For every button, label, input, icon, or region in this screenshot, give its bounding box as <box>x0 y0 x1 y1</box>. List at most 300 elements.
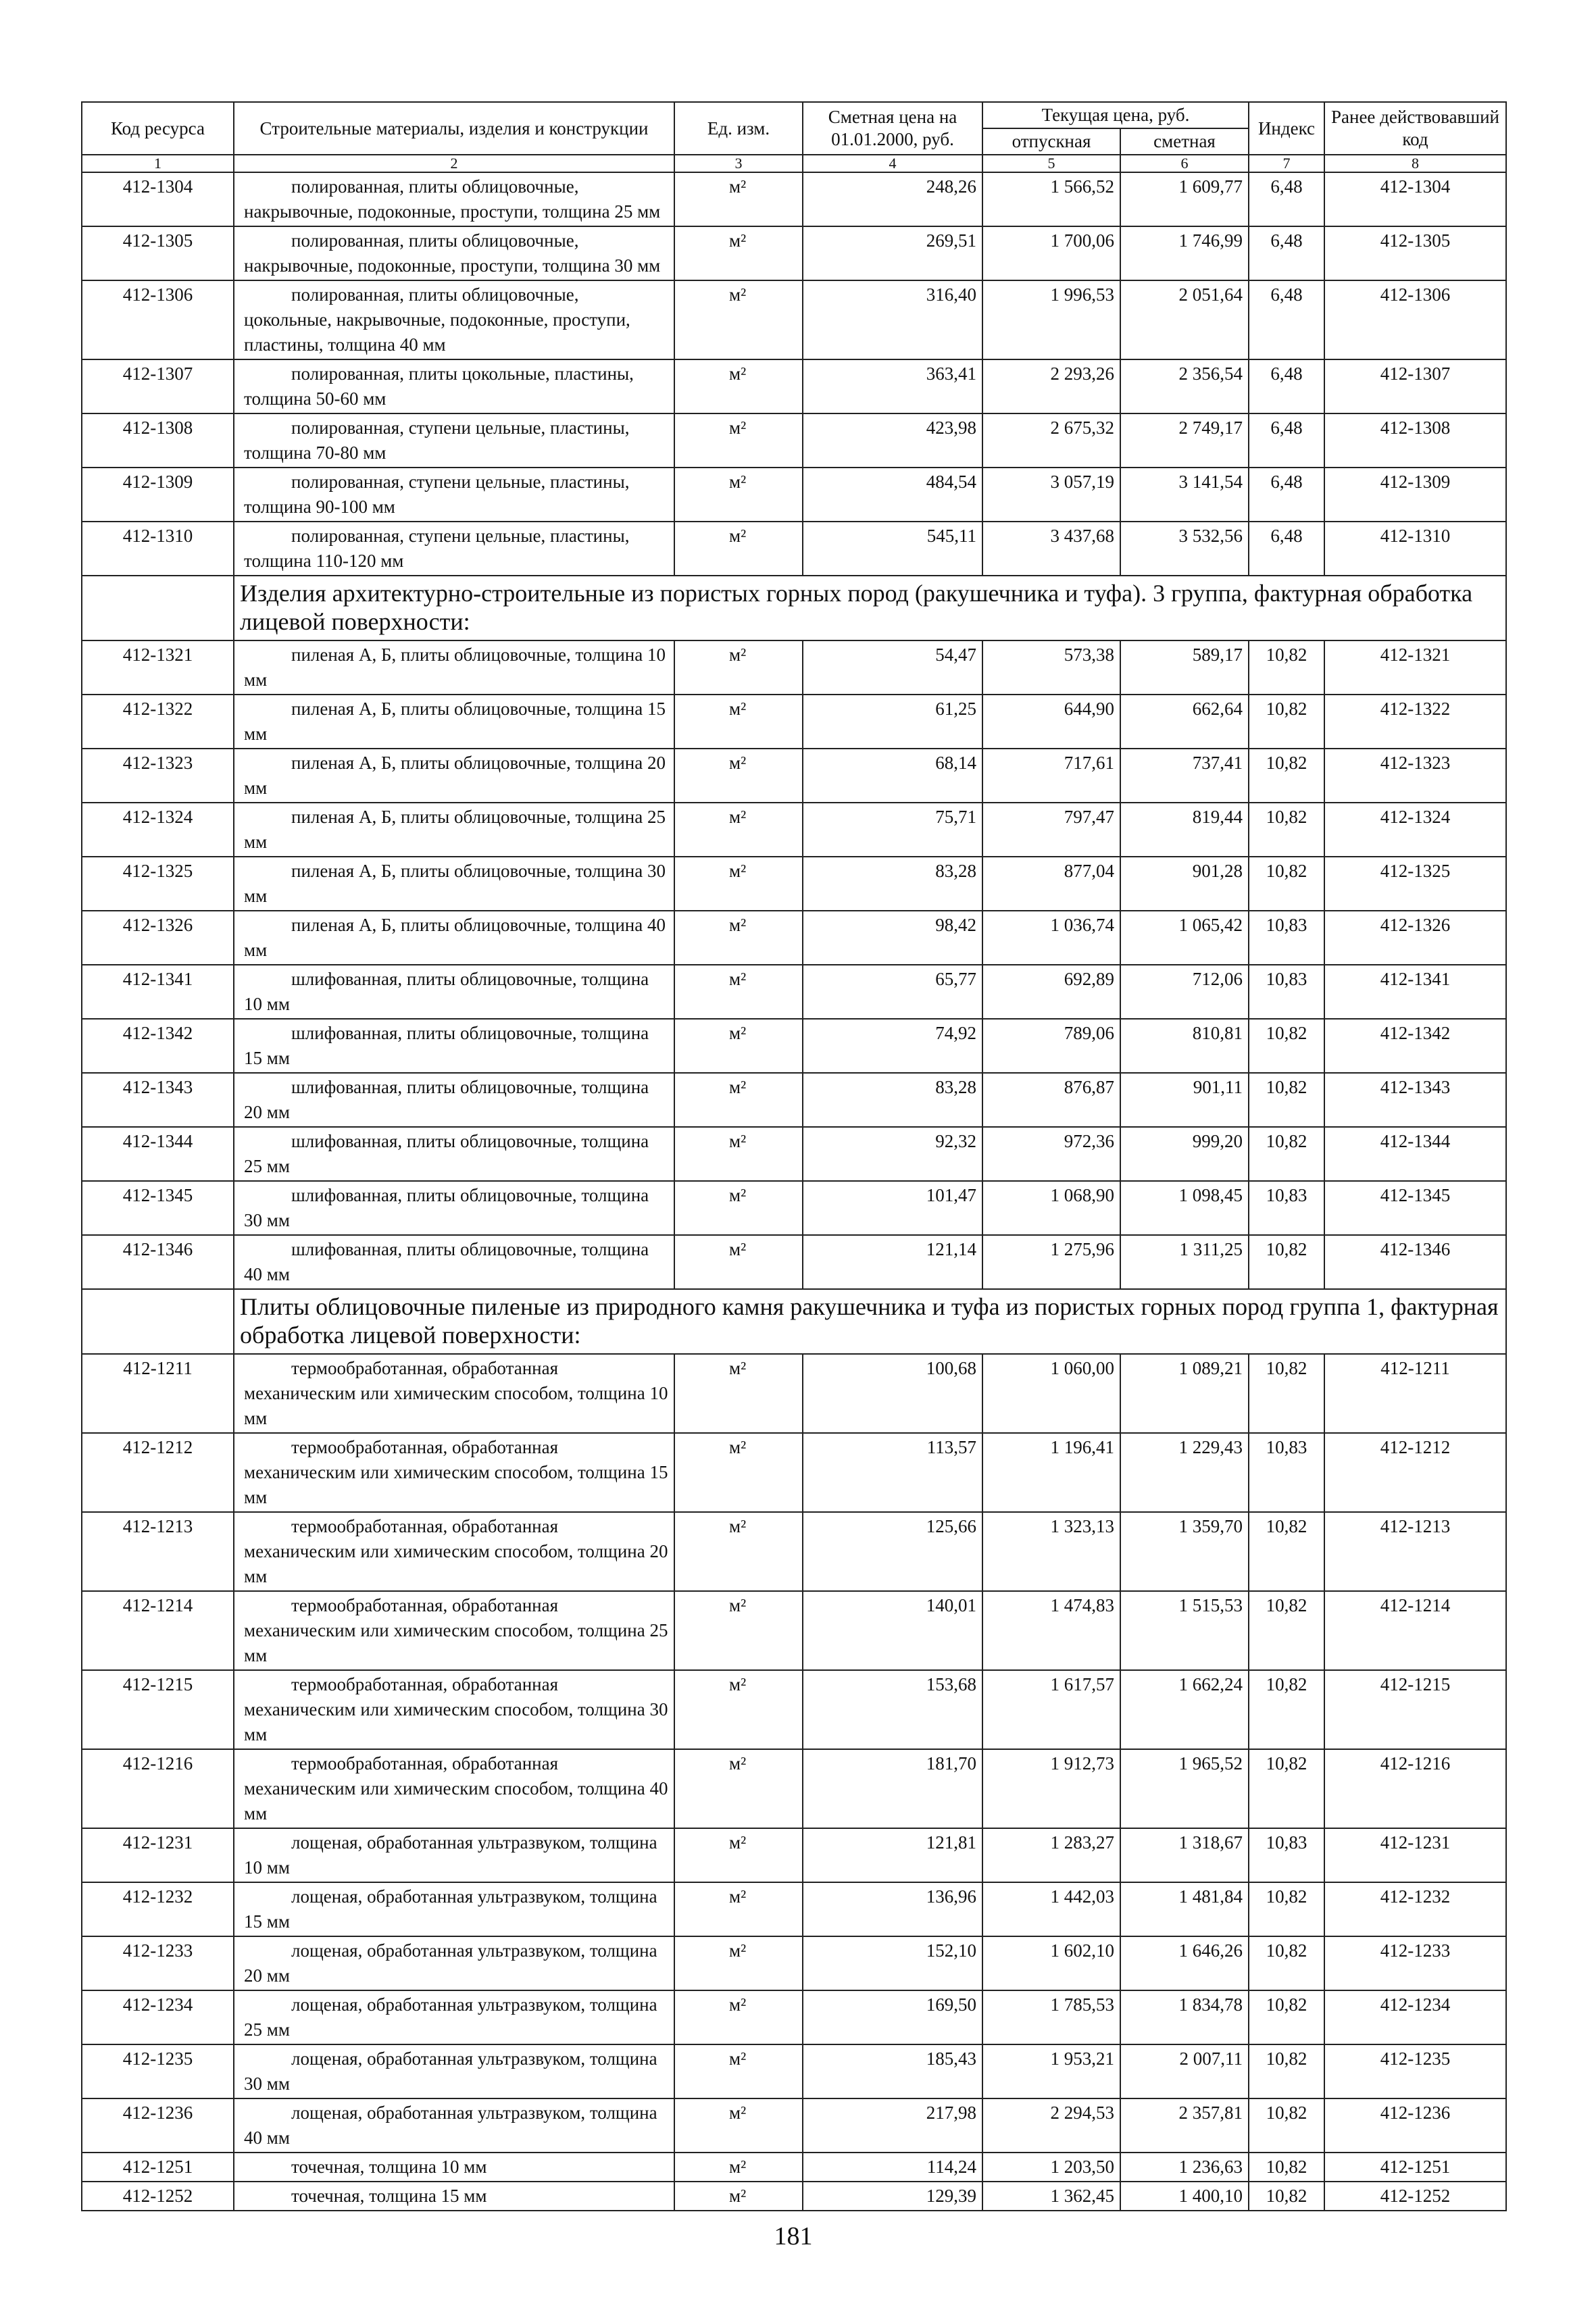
previous-code: 412-1232 <box>1324 1882 1506 1936</box>
description-text: термообработанная, обработанная механическим или химическим способом, толщина 25 мм <box>244 1595 668 1665</box>
resource-code: 412-1341 <box>82 965 234 1019</box>
release-price: 1 996,53 <box>982 280 1120 359</box>
estimate-price-2000: 100,68 <box>803 1354 982 1433</box>
estimate-price-2000: 129,39 <box>803 2182 982 2211</box>
description-text: полированная, плиты облицовочные, цокольные, накрывочные, подоконные, проступи, пластины, толщина 40 мм <box>244 284 630 355</box>
release-price: 1 323,13 <box>982 1512 1120 1591</box>
unit-of-measure: м² <box>674 1749 803 1828</box>
material-description <box>234 1073 674 1127</box>
description-text: лощеная, обработанная ультразвуком, толщина 20 мм <box>244 1940 657 1986</box>
material-description <box>234 2182 674 2211</box>
estimate-price-2000: 363,41 <box>803 359 982 413</box>
estimate-price-2000: 269,51 <box>803 226 982 280</box>
description-text: лощеная, обработанная ультразвуком, толщина 25 мм <box>244 1994 657 2040</box>
document-page <box>81 101 1505 2250</box>
resource-code: 412-1304 <box>82 172 234 226</box>
description-text: пиленая А, Б, плиты облицовочные, толщина 25 мм <box>244 807 666 852</box>
material-description <box>234 1354 674 1433</box>
unit-of-measure: м² <box>674 2153 803 2182</box>
estimate-price-current: 1 311,25 <box>1120 1235 1249 1289</box>
release-price: 1 442,03 <box>982 1882 1120 1936</box>
description-text: шлифованная, плиты облицовочные, толщина 40 мм <box>244 1239 649 1284</box>
estimate-price-current: 1 318,67 <box>1120 1828 1249 1882</box>
table-header <box>82 102 1506 172</box>
resource-code: 412-1308 <box>82 413 234 468</box>
resource-code: 412-1306 <box>82 280 234 359</box>
unit-of-measure: м² <box>674 695 803 749</box>
resource-code: 412-1310 <box>82 522 234 576</box>
description-text: лощеная, обработанная ультразвуком, толщина 10 мм <box>244 1832 657 1878</box>
estimate-price-current: 819,44 <box>1120 803 1249 857</box>
previous-code: 412-1344 <box>1324 1127 1506 1181</box>
previous-code: 412-1215 <box>1324 1670 1506 1749</box>
table-row <box>82 2098 1506 2153</box>
release-price: 1 283,27 <box>982 1828 1120 1882</box>
material-description <box>234 1433 674 1512</box>
table-body <box>82 172 1506 2211</box>
price-index: 10,82 <box>1249 1591 1324 1670</box>
description-text: пиленая А, Б, плиты облицовочные, толщина 15 мм <box>244 699 666 744</box>
material-description <box>234 695 674 749</box>
description-text: полированная, ступени цельные, пластины, толщина 90-100 мм <box>244 472 630 517</box>
material-description <box>234 1512 674 1591</box>
price-index: 10,82 <box>1249 2182 1324 2211</box>
estimate-price-current: 2 357,81 <box>1120 2098 1249 2153</box>
resource-code: 412-1235 <box>82 2044 234 2098</box>
price-index: 6,48 <box>1249 226 1324 280</box>
release-price: 1 617,57 <box>982 1670 1120 1749</box>
estimate-price-2000: 153,68 <box>803 1670 982 1749</box>
description-text: точечная, толщина 10 мм <box>291 2157 487 2177</box>
previous-code: 412-1323 <box>1324 749 1506 803</box>
estimate-price-current: 1 098,45 <box>1120 1181 1249 1235</box>
estimate-price-current: 1 746,99 <box>1120 226 1249 280</box>
unit-of-measure: м² <box>674 1936 803 1990</box>
price-index: 10,82 <box>1249 2153 1324 2182</box>
material-description <box>234 1670 674 1749</box>
resource-code: 412-1344 <box>82 1127 234 1181</box>
price-index: 10,82 <box>1249 1354 1324 1433</box>
table-row <box>82 640 1506 695</box>
resource-code: 412-1212 <box>82 1433 234 1512</box>
resource-code: 412-1324 <box>82 803 234 857</box>
estimate-price-2000: 248,26 <box>803 172 982 226</box>
material-description <box>234 911 674 965</box>
unit-of-measure: м² <box>674 280 803 359</box>
release-price: 1 602,10 <box>982 1936 1120 1990</box>
table-row <box>82 1019 1506 1073</box>
price-index: 6,48 <box>1249 522 1324 576</box>
estimate-price-current: 1 609,77 <box>1120 172 1249 226</box>
price-index: 10,83 <box>1249 965 1324 1019</box>
table-row <box>82 1749 1506 1828</box>
estimate-price-current: 810,81 <box>1120 1019 1249 1073</box>
previous-code: 412-1304 <box>1324 172 1506 226</box>
release-price: 877,04 <box>982 857 1120 911</box>
resource-code: 412-1252 <box>82 2182 234 2211</box>
price-index: 10,82 <box>1249 1019 1324 1073</box>
material-description <box>234 1019 674 1073</box>
table-row <box>82 1073 1506 1127</box>
release-price: 644,90 <box>982 695 1120 749</box>
resource-code: 412-1231 <box>82 1828 234 1882</box>
header-current: Текущая цена, руб. <box>982 102 1249 128</box>
header-smeta: сметная <box>1120 128 1249 155</box>
unit-of-measure: м² <box>674 413 803 468</box>
table-row <box>82 1882 1506 1936</box>
material-description <box>234 468 674 522</box>
table-row <box>82 1828 1506 1882</box>
material-description <box>234 1936 674 1990</box>
material-description <box>234 640 674 695</box>
estimate-price-2000: 61,25 <box>803 695 982 749</box>
header-estimate: Сметная цена на 01.01.2000, руб. <box>803 102 982 155</box>
estimate-price-current: 1 646,26 <box>1120 1936 1249 1990</box>
estimate-price-2000: 484,54 <box>803 468 982 522</box>
table-row <box>82 695 1506 749</box>
release-price: 972,36 <box>982 1127 1120 1181</box>
table-row <box>82 413 1506 468</box>
price-index: 10,83 <box>1249 1181 1324 1235</box>
price-index: 10,82 <box>1249 1749 1324 1828</box>
previous-code: 412-1214 <box>1324 1591 1506 1670</box>
column-number: 6 <box>1120 155 1249 172</box>
release-price: 2 294,53 <box>982 2098 1120 2153</box>
estimate-price-current: 901,11 <box>1120 1073 1249 1127</box>
previous-code: 412-1251 <box>1324 2153 1506 2182</box>
estimate-price-current: 1 236,63 <box>1120 2153 1249 2182</box>
estimate-price-2000: 423,98 <box>803 413 982 468</box>
price-index: 10,82 <box>1249 1512 1324 1591</box>
estimate-price-2000: 121,81 <box>803 1828 982 1882</box>
release-price: 3 437,68 <box>982 522 1120 576</box>
estimate-price-2000: 74,92 <box>803 1019 982 1073</box>
estimate-price-2000: 92,32 <box>803 1127 982 1181</box>
resource-code: 412-1213 <box>82 1512 234 1591</box>
material-description <box>234 965 674 1019</box>
price-index: 6,48 <box>1249 280 1324 359</box>
table-row <box>82 857 1506 911</box>
description-text: шлифованная, плиты облицовочные, толщина 25 мм <box>244 1131 649 1176</box>
description-text: шлифованная, плиты облицовочные, толщина 10 мм <box>244 969 649 1014</box>
previous-code: 412-1310 <box>1324 522 1506 576</box>
material-description <box>234 1127 674 1181</box>
page-number: 181 <box>774 2222 813 2250</box>
table-row <box>82 1670 1506 1749</box>
previous-code: 412-1307 <box>1324 359 1506 413</box>
table-row <box>82 803 1506 857</box>
table-row <box>82 749 1506 803</box>
unit-of-measure: м² <box>674 749 803 803</box>
estimate-price-2000: 65,77 <box>803 965 982 1019</box>
description-text: термообработанная, обработанная механическим или химическим способом, толщина 10 мм <box>244 1358 668 1428</box>
material-description <box>234 1591 674 1670</box>
previous-code: 412-1324 <box>1324 803 1506 857</box>
unit-of-measure: м² <box>674 2098 803 2153</box>
estimate-price-2000: 185,43 <box>803 2044 982 2098</box>
previous-code: 412-1305 <box>1324 226 1506 280</box>
price-index: 10,82 <box>1249 2044 1324 2098</box>
estimate-price-2000: 121,14 <box>803 1235 982 1289</box>
previous-code: 412-1321 <box>1324 640 1506 695</box>
estimate-price-2000: 140,01 <box>803 1591 982 1670</box>
estimate-price-current: 1 662,24 <box>1120 1670 1249 1749</box>
unit-of-measure: м² <box>674 803 803 857</box>
price-index: 10,82 <box>1249 1235 1324 1289</box>
material-description <box>234 413 674 468</box>
material-description <box>234 2044 674 2098</box>
estimate-price-2000: 75,71 <box>803 803 982 857</box>
previous-code: 412-1216 <box>1324 1749 1506 1828</box>
column-number: 3 <box>674 155 803 172</box>
estimate-price-current: 3 532,56 <box>1120 522 1249 576</box>
price-index: 10,82 <box>1249 640 1324 695</box>
estimate-price-current: 999,20 <box>1120 1127 1249 1181</box>
description-text: пиленая А, Б, плиты облицовочные, толщина 20 мм <box>244 753 666 798</box>
resource-code: 412-1305 <box>82 226 234 280</box>
material-description <box>234 172 674 226</box>
estimate-price-2000: 98,42 <box>803 911 982 965</box>
table-row <box>82 1127 1506 1181</box>
resource-code: 412-1215 <box>82 1670 234 1749</box>
resource-code: 412-1233 <box>82 1936 234 1990</box>
estimate-price-current: 712,06 <box>1120 965 1249 1019</box>
section-heading: Плиты облицовочные пиленые из природного камня ракушечника и туфа из пористых горных пород группа 1, фактурная обработка лицевой поверхности: <box>234 1289 1506 1354</box>
resource-code: 412-1251 <box>82 2153 234 2182</box>
header-unit: Ед. изм. <box>674 102 803 155</box>
table-row <box>82 280 1506 359</box>
material-description <box>234 749 674 803</box>
price-index: 10,83 <box>1249 1828 1324 1882</box>
resource-code: 412-1321 <box>82 640 234 695</box>
header-materials: Строительные материалы, изделия и конструкции <box>234 102 674 155</box>
estimate-price-2000: 113,57 <box>803 1433 982 1512</box>
price-index: 10,82 <box>1249 1073 1324 1127</box>
description-text: лощеная, обработанная ультразвуком, толщина 30 мм <box>244 2048 657 2094</box>
table-row <box>82 2153 1506 2182</box>
description-text: шлифованная, плиты облицовочные, толщина 30 мм <box>244 1185 649 1230</box>
unit-of-measure: м² <box>674 857 803 911</box>
unit-of-measure: м² <box>674 1019 803 1073</box>
estimate-price-2000: 316,40 <box>803 280 982 359</box>
price-index: 10,82 <box>1249 857 1324 911</box>
description-text: лощеная, обработанная ультразвуком, толщина 40 мм <box>244 2103 657 2148</box>
release-price: 876,87 <box>982 1073 1120 1127</box>
unit-of-measure: м² <box>674 1235 803 1289</box>
column-number: 2 <box>234 155 674 172</box>
table-row <box>82 1181 1506 1235</box>
resource-code: 412-1325 <box>82 857 234 911</box>
unit-of-measure: м² <box>674 1882 803 1936</box>
previous-code: 412-1233 <box>1324 1936 1506 1990</box>
previous-code: 412-1341 <box>1324 965 1506 1019</box>
estimate-price-2000: 83,28 <box>803 1073 982 1127</box>
description-text: термообработанная, обработанная механическим или химическим способом, толщина 20 мм <box>244 1516 668 1586</box>
description-text: полированная, ступени цельные, пластины, толщина 70-80 мм <box>244 418 630 463</box>
price-index: 10,82 <box>1249 2098 1324 2153</box>
estimate-price-current: 2 051,64 <box>1120 280 1249 359</box>
release-price: 797,47 <box>982 803 1120 857</box>
estimate-price-current: 589,17 <box>1120 640 1249 695</box>
unit-of-measure: м² <box>674 640 803 695</box>
price-index: 10,82 <box>1249 695 1324 749</box>
unit-of-measure: м² <box>674 1990 803 2044</box>
column-numbers-row <box>82 155 1506 172</box>
unit-of-measure: м² <box>674 1354 803 1433</box>
price-index: 10,82 <box>1249 1882 1324 1936</box>
unit-of-measure: м² <box>674 522 803 576</box>
description-text: термообработанная, обработанная механическим или химическим способом, толщина 40 мм <box>244 1753 668 1823</box>
estimate-price-current: 1 400,10 <box>1120 2182 1249 2211</box>
estimate-price-2000: 181,70 <box>803 1749 982 1828</box>
previous-code: 412-1343 <box>1324 1073 1506 1127</box>
material-description <box>234 2153 674 2182</box>
unit-of-measure: м² <box>674 1181 803 1235</box>
table-row <box>82 172 1506 226</box>
release-price: 573,38 <box>982 640 1120 695</box>
release-price: 2 675,32 <box>982 413 1120 468</box>
previous-code: 412-1326 <box>1324 911 1506 965</box>
estimate-price-current: 737,41 <box>1120 749 1249 803</box>
release-price: 1 785,53 <box>982 1990 1120 2044</box>
header-previous: Ранее действовавший код <box>1324 102 1506 155</box>
resource-code: 412-1346 <box>82 1235 234 1289</box>
estimate-price-2000: 136,96 <box>803 1882 982 1936</box>
estimate-price-current: 1 089,21 <box>1120 1354 1249 1433</box>
previous-code: 412-1234 <box>1324 1990 1506 2044</box>
unit-of-measure: м² <box>674 1073 803 1127</box>
release-price: 1 474,83 <box>982 1591 1120 1670</box>
resource-code: 412-1323 <box>82 749 234 803</box>
estimate-price-current: 2 749,17 <box>1120 413 1249 468</box>
release-price: 1 566,52 <box>982 172 1120 226</box>
column-number: 7 <box>1249 155 1324 172</box>
release-price: 1 362,45 <box>982 2182 1120 2211</box>
column-number: 5 <box>982 155 1120 172</box>
resource-code: 412-1216 <box>82 1749 234 1828</box>
description-text: полированная, ступени цельные, пластины, толщина 110-120 мм <box>244 526 630 571</box>
material-description <box>234 280 674 359</box>
section-empty-cell <box>82 576 234 640</box>
estimate-price-current: 662,64 <box>1120 695 1249 749</box>
estimate-price-current: 3 141,54 <box>1120 468 1249 522</box>
table-row <box>82 226 1506 280</box>
previous-code: 412-1322 <box>1324 695 1506 749</box>
estimate-price-2000: 114,24 <box>803 2153 982 2182</box>
table-row <box>82 965 1506 1019</box>
previous-code: 412-1212 <box>1324 1433 1506 1512</box>
unit-of-measure: м² <box>674 359 803 413</box>
column-number: 8 <box>1324 155 1506 172</box>
resource-code: 412-1326 <box>82 911 234 965</box>
material-description <box>234 522 674 576</box>
unit-of-measure: м² <box>674 468 803 522</box>
description-text: шлифованная, плиты облицовочные, толщина 15 мм <box>244 1023 649 1068</box>
unit-of-measure: м² <box>674 965 803 1019</box>
unit-of-measure: м² <box>674 1433 803 1512</box>
material-description <box>234 1235 674 1289</box>
description-text: точечная, толщина 15 мм <box>291 2186 487 2206</box>
release-price: 2 293,26 <box>982 359 1120 413</box>
estimate-price-2000: 169,50 <box>803 1990 982 2044</box>
previous-code: 412-1346 <box>1324 1235 1506 1289</box>
unit-of-measure: м² <box>674 172 803 226</box>
unit-of-measure: м² <box>674 1670 803 1749</box>
resource-code: 412-1232 <box>82 1882 234 1936</box>
description-text: лощеная, обработанная ультразвуком, толщина 15 мм <box>244 1886 657 1932</box>
description-text: полированная, плиты облицовочные, накрывочные, подоконные, проступи, толщина 30 мм <box>244 230 661 276</box>
table-row <box>82 522 1506 576</box>
material-description <box>234 1990 674 2044</box>
estimate-price-2000: 152,10 <box>803 1936 982 1990</box>
release-price: 3 057,19 <box>982 468 1120 522</box>
table-row <box>82 2182 1506 2211</box>
release-price: 1 036,74 <box>982 911 1120 965</box>
previous-code: 412-1235 <box>1324 2044 1506 2098</box>
section-empty-cell <box>82 1289 234 1354</box>
unit-of-measure: м² <box>674 2182 803 2211</box>
price-index: 6,48 <box>1249 468 1324 522</box>
material-description <box>234 1749 674 1828</box>
price-index: 6,48 <box>1249 172 1324 226</box>
price-index: 10,82 <box>1249 1990 1324 2044</box>
resource-code: 412-1307 <box>82 359 234 413</box>
resource-code: 412-1343 <box>82 1073 234 1127</box>
estimate-price-current: 1 229,43 <box>1120 1433 1249 1512</box>
previous-code: 412-1308 <box>1324 413 1506 468</box>
estimate-price-2000: 545,11 <box>803 522 982 576</box>
description-text: пиленая А, Б, плиты облицовочные, толщина 30 мм <box>244 861 666 906</box>
material-description <box>234 226 674 280</box>
estimate-price-current: 1 481,84 <box>1120 1882 1249 1936</box>
material-description <box>234 1828 674 1882</box>
material-description <box>234 803 674 857</box>
unit-of-measure: м² <box>674 1591 803 1670</box>
column-number: 4 <box>803 155 982 172</box>
table-row <box>82 911 1506 965</box>
release-price: 1 953,21 <box>982 2044 1120 2098</box>
unit-of-measure: м² <box>674 1828 803 1882</box>
material-description <box>234 2098 674 2153</box>
price-index: 10,82 <box>1249 749 1324 803</box>
section-heading-row <box>82 576 1506 640</box>
column-number: 1 <box>82 155 234 172</box>
description-text: шлифованная, плиты облицовочные, толщина 20 мм <box>244 1077 649 1122</box>
release-price: 789,06 <box>982 1019 1120 1073</box>
description-text: полированная, плиты цокольные, пластины, толщина 50-60 мм <box>244 363 634 409</box>
price-index: 6,48 <box>1249 359 1324 413</box>
header-code: Код ресурса <box>82 102 234 155</box>
release-price: 1 203,50 <box>982 2153 1120 2182</box>
material-description <box>234 857 674 911</box>
price-table <box>81 101 1507 2211</box>
previous-code: 412-1211 <box>1324 1354 1506 1433</box>
release-price: 717,61 <box>982 749 1120 803</box>
material-description <box>234 1882 674 1936</box>
estimate-price-2000: 217,98 <box>803 2098 982 2153</box>
estimate-price-current: 901,28 <box>1120 857 1249 911</box>
estimate-price-current: 1 065,42 <box>1120 911 1249 965</box>
release-price: 1 700,06 <box>982 226 1120 280</box>
table-row <box>82 1990 1506 2044</box>
table-row <box>82 1354 1506 1433</box>
table-row <box>82 1235 1506 1289</box>
release-price: 1 275,96 <box>982 1235 1120 1289</box>
resource-code: 412-1322 <box>82 695 234 749</box>
price-index: 10,82 <box>1249 1936 1324 1990</box>
description-text: пиленая А, Б, плиты облицовочные, толщина 10 мм <box>244 645 666 690</box>
price-index: 10,82 <box>1249 1670 1324 1749</box>
